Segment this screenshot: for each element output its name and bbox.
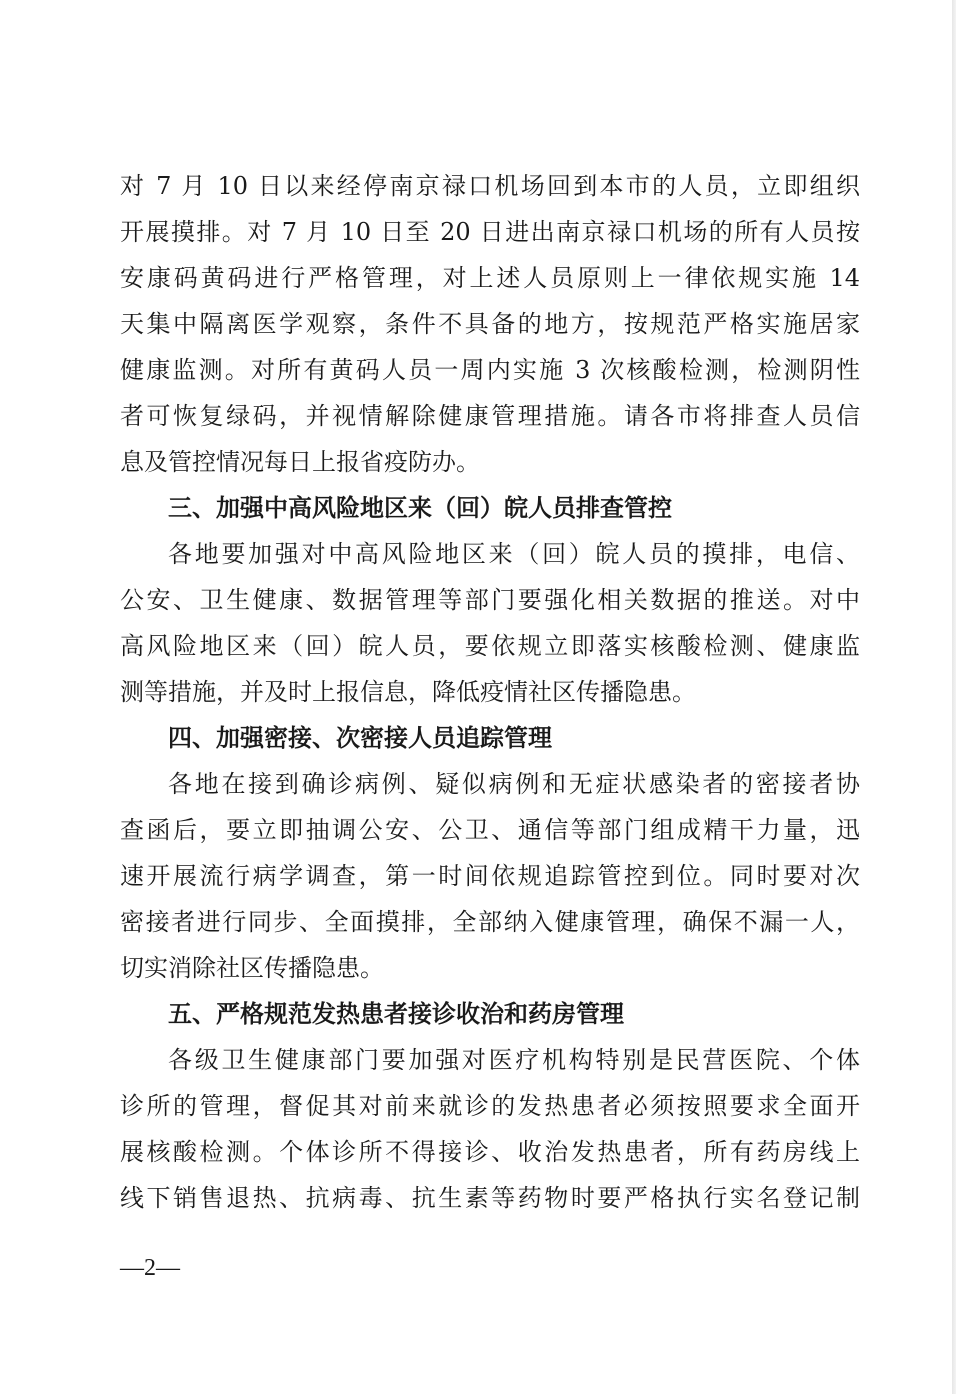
text-line: 展核酸检测。个体诊所不得接诊、收治发热患者，所有药房线上: [120, 1138, 860, 1166]
text-line: 对 7 月 10 日以来经停南京禄口机场回到本市的人员，立即组织: [120, 172, 860, 200]
text-line: 健康监测。对所有黄码人员一周内实施 3 次核酸检测，检测阴性: [120, 356, 860, 384]
text-line: 线下销售退热、抗病毒、抗生素等药物时要严格执行实名登记制: [120, 1184, 860, 1212]
section-4: [120, 715, 860, 991]
section-heading: 五、严格规范发热患者接诊收治和药房管理: [168, 1000, 624, 1028]
text-line: 安康码黄码进行严格管理，对上述人员原则上一律依规实施 14: [120, 264, 860, 292]
text-line: 各级卫生健康部门要加强对医疗机构特别是民营医院、个体: [168, 1046, 860, 1074]
section-heading: 三、加强中高风险地区来（回）皖人员排查管控: [168, 494, 672, 522]
text-line: 速开展流行病学调查，第一时间依规追踪管控到位。同时要对次: [120, 862, 860, 890]
text-line: 高风险地区来（回）皖人员，要依规立即落实核酸检测、健康监: [120, 632, 860, 660]
document-body: [120, 163, 860, 1221]
text-line: 公安、卫生健康、数据管理等部门要强化相关数据的推送。对中: [120, 586, 860, 614]
text-line: 切实消除社区传播隐患。: [120, 954, 384, 982]
text-line: 者可恢复绿码，并视情解除健康管理措施。请各市将排查人员信: [120, 402, 860, 430]
text-line: 各地要加强对中高风险地区来（回）皖人员的摸排，电信、: [168, 540, 860, 568]
section-5: [120, 991, 860, 1221]
text-line: 诊所的管理，督促其对前来就诊的发热患者必须按照要求全面开: [120, 1092, 860, 1120]
text-line: 测等措施，并及时上报信息，降低疫情社区传播隐患。: [120, 678, 696, 706]
paragraph-intro: [120, 163, 860, 485]
page-number: —2—: [120, 1255, 180, 1281]
text-line: 各地在接到确诊病例、疑似病例和无症状感染者的密接者协: [168, 770, 860, 798]
page-edge-shadow: [952, 0, 956, 1394]
text-line: 密接者进行同步、全面摸排，全部纳入健康管理，确保不漏一人，: [120, 908, 860, 936]
section-3: [120, 485, 860, 715]
text-line: 天集中隔离医学观察，条件不具备的地方，按规范严格实施居家: [120, 310, 860, 338]
text-line: 开展摸排。对 7 月 10 日至 20 日进出南京禄口机场的所有人员按: [120, 218, 860, 246]
section-heading: 四、加强密接、次密接人员追踪管理: [168, 724, 552, 752]
text-line: 查函后，要立即抽调公安、公卫、通信等部门组成精干力量，迅: [120, 816, 860, 844]
text-line: 息及管控情况每日上报省疫防办。: [120, 448, 480, 476]
